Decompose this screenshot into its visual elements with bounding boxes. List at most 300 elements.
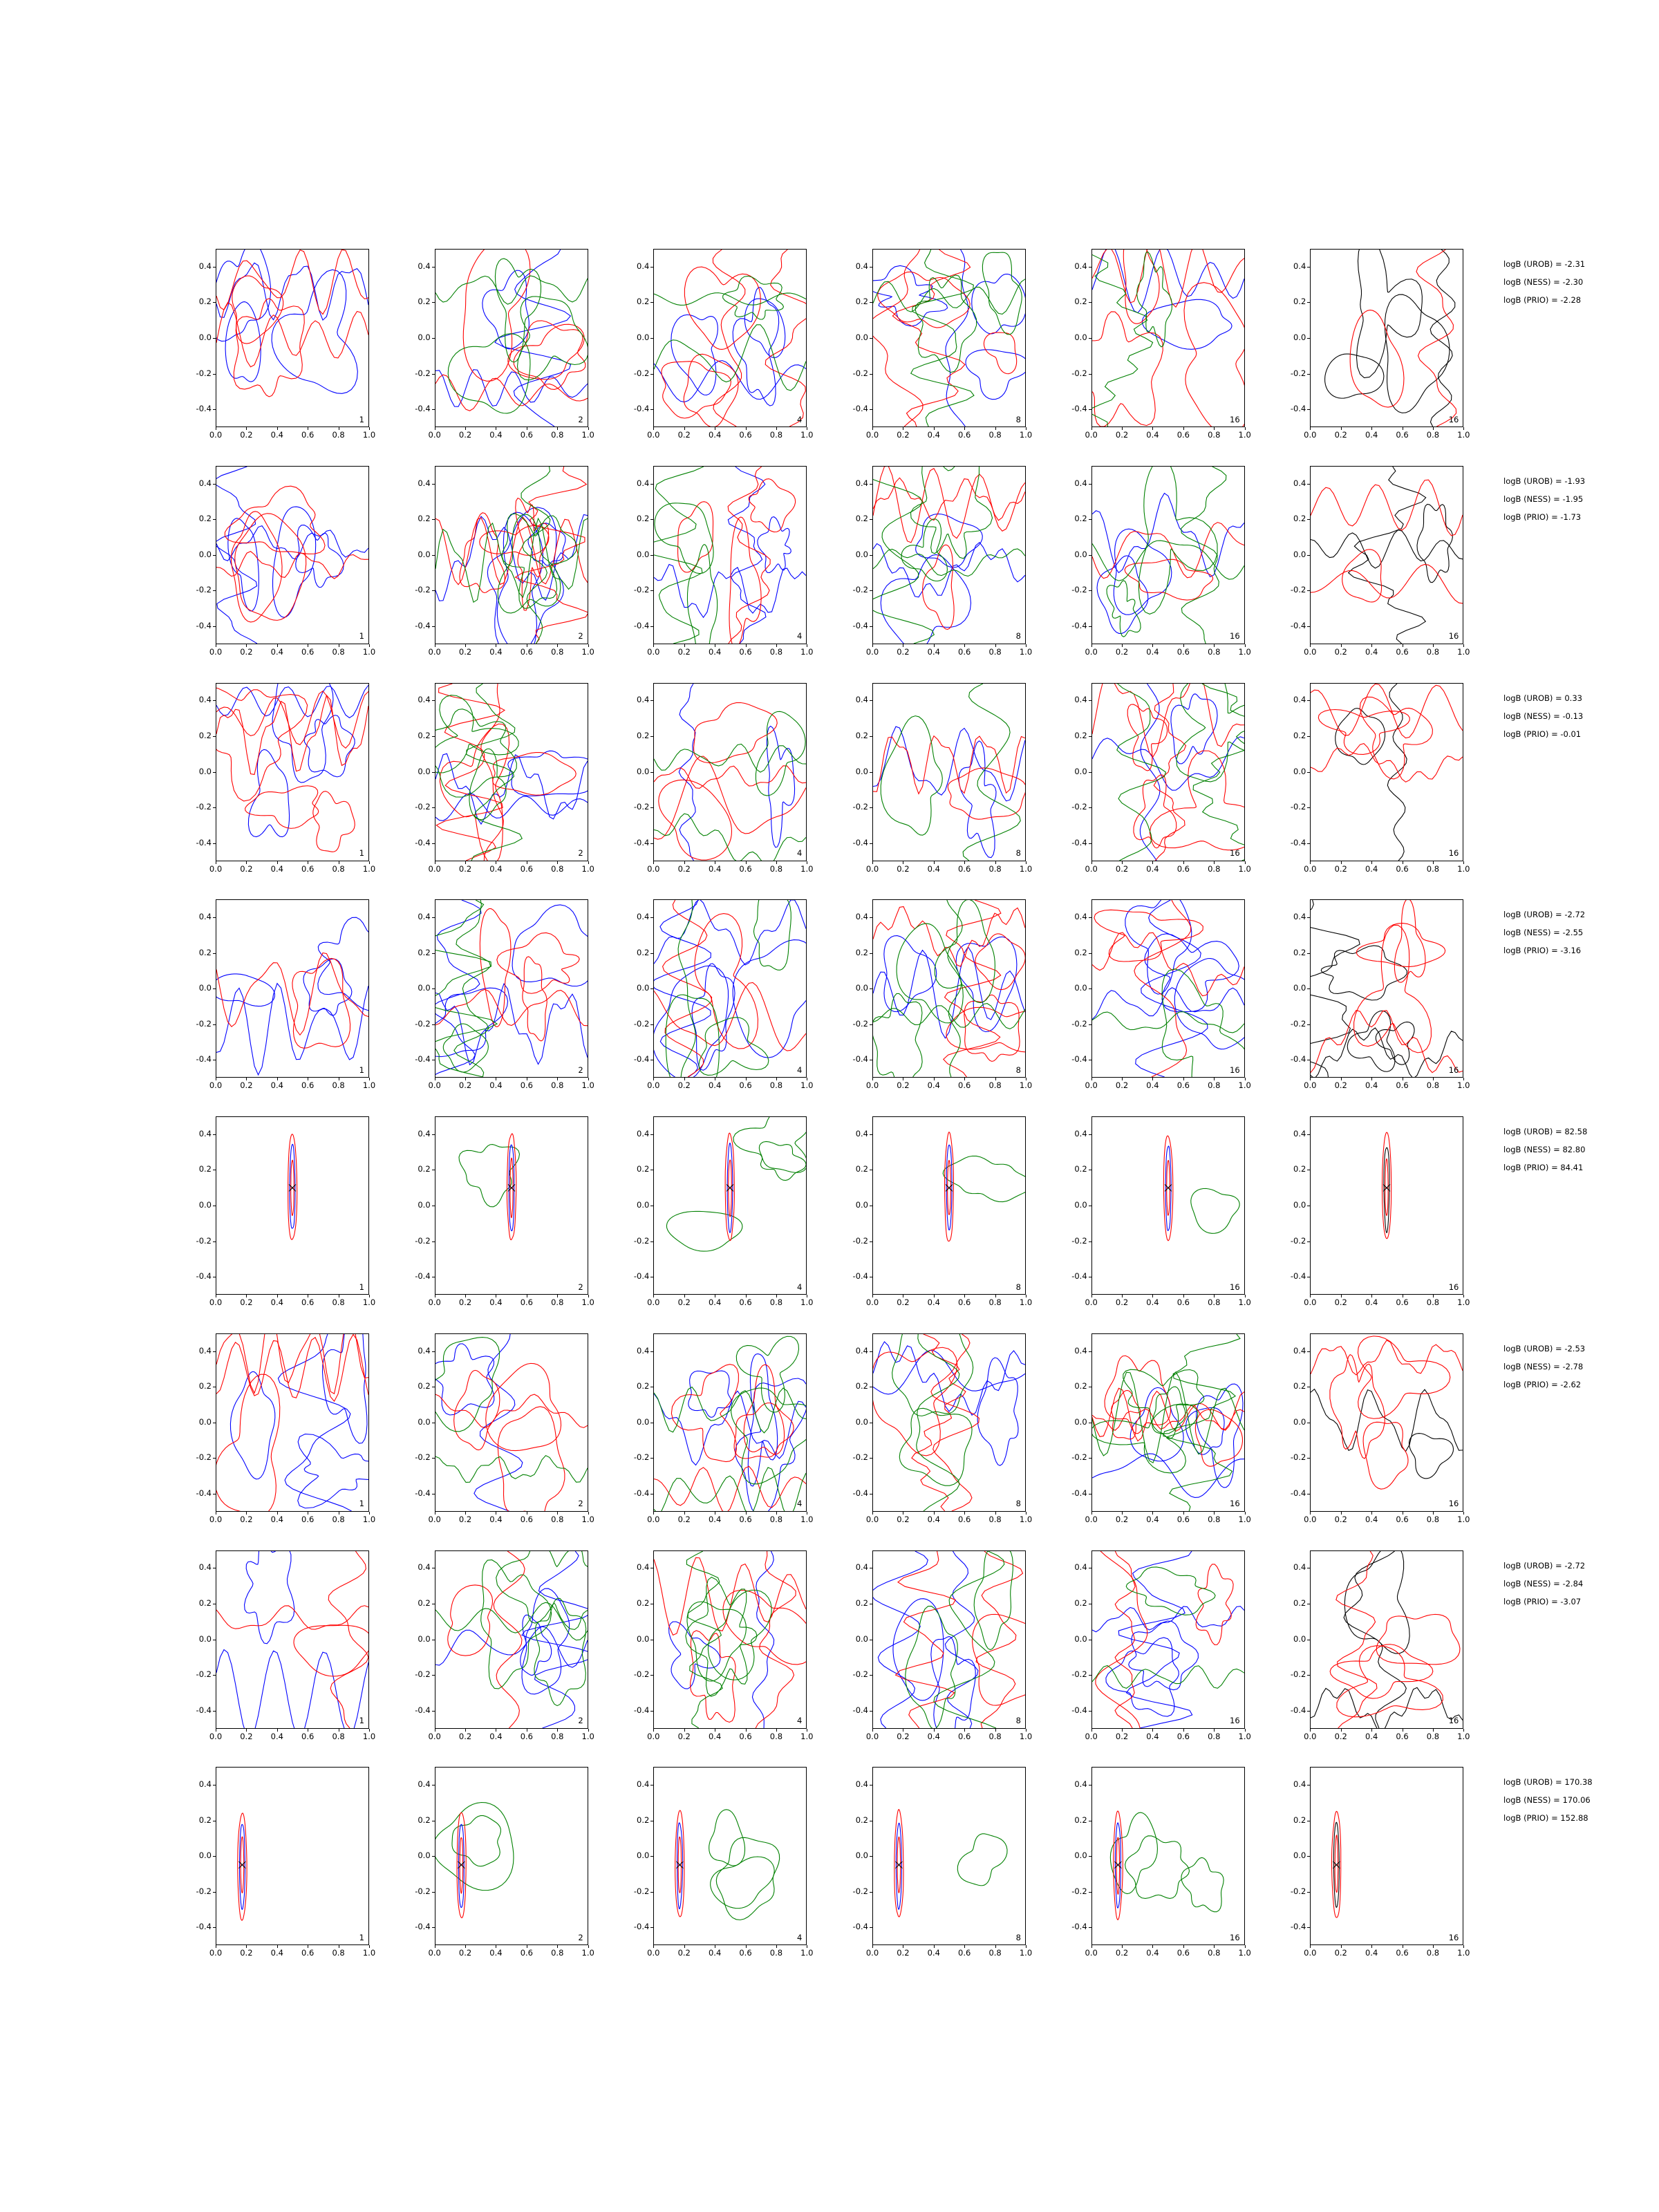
x-tick-label: 0.6 (1177, 1948, 1190, 1958)
contour-plot-area (653, 1550, 807, 1729)
y-tick-label: 0.2 (637, 730, 650, 740)
x-tick-mark (1183, 1295, 1184, 1297)
y-tick-label: 0.2 (418, 1381, 431, 1391)
contour-plot-area (216, 249, 369, 427)
y-tick-label: -0.2 (1071, 1018, 1087, 1029)
x-tick-mark (995, 861, 996, 864)
x-tick-label: 0.2 (458, 430, 472, 440)
panel-number-label: 2 (578, 848, 583, 858)
y-tick-label: -0.2 (415, 802, 431, 812)
y-tick-label: 0.4 (855, 478, 868, 488)
x-tick-mark (1122, 1729, 1123, 1732)
x-tick-mark (684, 1512, 685, 1515)
x-tick-mark (964, 1945, 965, 1948)
x-tick-mark (557, 1945, 558, 1948)
panel-number-label: 16 (1448, 1499, 1459, 1509)
x-tick-label: 0.8 (551, 863, 564, 874)
y-tick-label: -0.4 (1290, 1705, 1306, 1715)
x-tick-mark (653, 427, 654, 430)
subplot-r6-c5[interactable] (1062, 1327, 1250, 1544)
x-tick-mark (1122, 1078, 1123, 1080)
x-tick-mark (369, 644, 370, 647)
subplot-r4-c5[interactable] (1062, 892, 1250, 1109)
x-tick-mark (934, 427, 935, 430)
y-tick-label: -0.2 (415, 1886, 431, 1896)
x-tick-label: 1.0 (581, 1080, 594, 1091)
x-tick-mark (1026, 427, 1027, 430)
x-tick-label: 1.0 (362, 1731, 376, 1741)
y-tick-label: 0.4 (637, 1128, 650, 1138)
y-tick-label: -0.2 (852, 1452, 868, 1463)
x-tick-label: 0.6 (520, 646, 533, 657)
x-tick-mark (246, 1512, 247, 1515)
y-tick-label: -0.4 (1290, 1271, 1306, 1282)
x-tick-label: 0.2 (677, 430, 691, 440)
contour-plot-area (653, 683, 807, 861)
x-tick-label: 0.6 (1396, 1731, 1409, 1741)
subplot-r6-c4[interactable] (843, 1327, 1031, 1544)
x-tick-mark (1026, 861, 1027, 864)
y-tick-label: 0.2 (198, 1815, 212, 1825)
x-tick-mark (776, 1729, 777, 1732)
x-tick-label: 0.2 (458, 1948, 472, 1958)
y-tick-label: 0.4 (198, 478, 212, 488)
x-tick-mark (1183, 1078, 1184, 1080)
panel-number-label: 2 (578, 414, 583, 424)
subplot-r5-c4[interactable] (843, 1109, 1031, 1327)
x-tick-label: 1.0 (362, 1948, 376, 1958)
y-tick-label: -0.4 (633, 620, 650, 630)
x-tick-label: 0.0 (209, 1731, 223, 1741)
subplot-r4-c2[interactable] (406, 892, 594, 1109)
y-tick-label: 0.4 (198, 1128, 212, 1138)
x-tick-mark (1245, 861, 1246, 864)
contour-plot-area (653, 899, 807, 1078)
y-tick-label: 0.4 (1293, 478, 1306, 488)
x-tick-label: 0.2 (677, 1514, 691, 1524)
panel-number-label: 16 (1230, 1716, 1240, 1725)
subplot-r7-c2[interactable] (406, 1544, 594, 1761)
x-tick-mark (872, 427, 873, 430)
y-tick-label: -0.2 (1290, 1018, 1306, 1029)
x-tick-label: 0.6 (1396, 1080, 1409, 1091)
x-tick-label: 0.4 (927, 1080, 940, 1091)
x-tick-mark (1341, 1512, 1342, 1515)
y-tick-label: -0.2 (633, 1669, 650, 1680)
x-tick-label: 0.6 (1396, 1514, 1409, 1524)
x-tick-label: 0.4 (927, 1297, 940, 1307)
x-tick-label: 0.8 (1426, 1948, 1440, 1958)
x-tick-label: 0.6 (1177, 1514, 1190, 1524)
y-tick-label: 0.2 (198, 730, 212, 740)
x-tick-label: 0.4 (927, 1948, 940, 1958)
contour-plot-area (872, 249, 1026, 427)
x-tick-label: 0.8 (988, 1514, 1002, 1524)
contour-plot-area (1310, 1116, 1463, 1295)
y-tick-label: -0.2 (633, 1886, 650, 1896)
subplot-r4-c4[interactable] (843, 892, 1031, 1109)
y-tick-label: 0.4 (855, 912, 868, 922)
y-tick-label: 0.4 (637, 1562, 650, 1573)
x-tick-mark (1152, 1512, 1153, 1515)
subplot-r3-c3[interactable] (624, 676, 812, 893)
x-tick-mark (1026, 1295, 1027, 1297)
x-tick-mark (557, 861, 558, 864)
panel-number-label: 16 (1448, 1282, 1459, 1292)
x-tick-label: 0.2 (240, 646, 253, 657)
x-tick-label: 0.6 (958, 430, 971, 440)
y-tick-label: 0.4 (855, 1779, 868, 1790)
subplot-r5-c6[interactable] (1281, 1109, 1469, 1327)
y-tick-label: 0.2 (855, 1164, 868, 1174)
x-tick-label: 0.6 (1396, 646, 1409, 657)
subplot-r2-c1[interactable] (187, 459, 375, 676)
x-tick-mark (684, 1945, 685, 1948)
subplot-r3-c4[interactable] (843, 676, 1031, 893)
y-tick-label: -0.2 (415, 1452, 431, 1463)
subplot-r4-c6[interactable] (1281, 892, 1469, 1109)
y-tick-label: -0.4 (1071, 1705, 1087, 1715)
x-tick-label: 0.0 (1304, 1297, 1317, 1307)
x-tick-label: 0.8 (769, 646, 783, 657)
subplot-r1-c3[interactable] (624, 242, 812, 459)
x-tick-label: 1.0 (581, 1731, 594, 1741)
x-tick-mark (246, 861, 247, 864)
contour-plot-area (216, 1333, 369, 1512)
x-tick-mark (1433, 1078, 1434, 1080)
x-tick-label: 1.0 (362, 646, 376, 657)
x-tick-mark (746, 1945, 747, 1948)
y-tick-label: 0.4 (198, 912, 212, 922)
x-tick-mark (1091, 1945, 1092, 1948)
x-tick-mark (995, 644, 996, 647)
subplot-r3-c5[interactable] (1062, 676, 1250, 893)
subplot-r1-c6[interactable] (1281, 242, 1469, 459)
y-tick-label: 0.2 (1293, 1597, 1306, 1608)
subplot-r5-c3[interactable] (624, 1109, 812, 1327)
y-tick-label: 0.2 (1074, 1164, 1087, 1174)
x-tick-label: 0.0 (1304, 1080, 1317, 1091)
x-tick-label: 0.0 (865, 1731, 879, 1741)
x-tick-label: 0.6 (739, 1731, 752, 1741)
x-tick-mark (776, 1295, 777, 1297)
y-tick-label: 0.2 (198, 947, 212, 957)
panel-number-label: 4 (797, 1065, 803, 1075)
subplot-r1-c5[interactable] (1062, 242, 1250, 459)
x-tick-mark (746, 1512, 747, 1515)
x-tick-mark (1026, 644, 1027, 647)
y-tick-label: -0.2 (196, 1018, 212, 1029)
x-tick-mark (1245, 644, 1246, 647)
x-tick-label: 0.2 (458, 1297, 472, 1307)
panel-number-label: 16 (1230, 1065, 1240, 1075)
y-tick-label: 0.0 (1293, 1416, 1306, 1427)
x-tick-label: 0.8 (769, 1514, 783, 1524)
subplot-r7-c4[interactable] (843, 1544, 1031, 1761)
y-tick-label: 0.0 (1074, 766, 1087, 776)
y-tick-label: 0.0 (855, 549, 868, 559)
y-tick-label: -0.4 (852, 1271, 868, 1282)
subplot-r2-c5[interactable] (1062, 459, 1250, 676)
x-tick-label: 0.6 (301, 863, 315, 874)
contour-plot-area (653, 466, 807, 644)
x-tick-mark (1371, 1945, 1372, 1948)
subplot-r2-c2[interactable] (406, 459, 594, 676)
x-tick-mark (1341, 1945, 1342, 1948)
panel-number-label: 8 (1015, 1716, 1021, 1725)
x-tick-label: 0.2 (677, 1731, 691, 1741)
y-tick-label: -0.4 (415, 1054, 431, 1065)
x-tick-label: 0.0 (1085, 1297, 1098, 1307)
y-tick-label: 0.4 (855, 261, 868, 271)
subplot-r8-c3[interactable] (624, 1760, 812, 1977)
x-tick-label: 0.0 (865, 1297, 879, 1307)
y-tick-label: 0.2 (637, 297, 650, 307)
y-tick-label: -0.2 (1071, 368, 1087, 378)
y-tick-label: 0.4 (418, 1128, 431, 1138)
subplot-r5-c1[interactable] (187, 1109, 375, 1327)
y-tick-label: 0.4 (637, 1345, 650, 1356)
y-tick-label: -0.4 (1290, 1054, 1306, 1065)
x-tick-label: 0.0 (209, 646, 223, 657)
x-tick-label: 0.4 (489, 646, 503, 657)
x-tick-label: 1.0 (581, 1948, 594, 1958)
x-tick-mark (1245, 1729, 1246, 1732)
subplot-r6-c6[interactable] (1281, 1327, 1469, 1544)
subplot-r2-c6[interactable] (1281, 459, 1469, 676)
panel-number-label: 1 (359, 1282, 364, 1292)
x-tick-mark (964, 1729, 965, 1732)
x-tick-mark (776, 1078, 777, 1080)
x-tick-label: 0.4 (489, 1297, 503, 1307)
x-tick-label: 1.0 (1019, 430, 1033, 440)
y-tick-label: -0.2 (415, 585, 431, 595)
x-tick-label: 1.0 (1019, 1948, 1033, 1958)
subplot-r5-c5[interactable] (1062, 1109, 1250, 1327)
y-tick-label: 0.4 (198, 261, 212, 271)
x-tick-label: 0.6 (301, 1297, 315, 1307)
x-tick-mark (1214, 861, 1215, 864)
x-tick-label: 0.4 (270, 1297, 283, 1307)
x-tick-mark (1245, 1945, 1246, 1948)
x-tick-mark (1122, 1295, 1123, 1297)
y-tick-label: 0.0 (1074, 983, 1087, 993)
subplot-r3-c6[interactable] (1281, 676, 1469, 893)
y-tick-label: 0.4 (418, 695, 431, 705)
x-tick-label: 0.8 (1208, 646, 1221, 657)
y-tick-label: 0.4 (637, 1779, 650, 1790)
x-tick-label: 0.4 (927, 1731, 940, 1741)
x-tick-mark (684, 1729, 685, 1732)
y-tick-label: -0.4 (852, 404, 868, 414)
contour-plot-area (653, 249, 807, 427)
y-tick-label: 0.2 (198, 1381, 212, 1391)
y-tick-label: 0.4 (1293, 261, 1306, 271)
contour-plot-area (653, 1116, 807, 1295)
logb-urob-label: logB (UROB) = -2.72 (1503, 910, 1586, 920)
x-tick-mark (934, 861, 935, 864)
logb-ness-label: logB (NESS) = 170.06 (1503, 1795, 1591, 1806)
y-tick-label: -0.2 (196, 1886, 212, 1896)
y-tick-label: 0.0 (418, 332, 431, 342)
subplot-r8-c5[interactable] (1062, 1760, 1250, 1977)
x-tick-label: 0.8 (769, 430, 783, 440)
x-tick-label: 0.8 (988, 1948, 1002, 1958)
x-tick-mark (964, 861, 965, 864)
x-tick-label: 0.0 (1304, 646, 1317, 657)
x-tick-label: 0.0 (428, 1080, 441, 1091)
x-tick-mark (746, 861, 747, 864)
subplot-r8-c1[interactable] (187, 1760, 375, 1977)
x-tick-label: 0.8 (1426, 430, 1440, 440)
y-tick-label: 0.2 (637, 514, 650, 524)
subplot-r8-c6[interactable] (1281, 1760, 1469, 1977)
y-tick-label: 0.0 (855, 1633, 868, 1644)
x-tick-label: 0.4 (1365, 646, 1378, 657)
subplot-r7-c5[interactable] (1062, 1544, 1250, 1761)
y-tick-label: 0.0 (637, 549, 650, 559)
x-tick-label: 1.0 (1019, 646, 1033, 657)
subplot-r7-c1[interactable] (187, 1544, 375, 1761)
x-tick-mark (369, 1295, 370, 1297)
panel-number-label: 2 (578, 1065, 583, 1075)
x-tick-label: 0.0 (647, 1080, 660, 1091)
y-tick-label: 0.0 (855, 1200, 868, 1210)
x-tick-mark (557, 1512, 558, 1515)
x-tick-label: 1.0 (581, 430, 594, 440)
x-tick-label: 0.8 (551, 1948, 564, 1958)
x-tick-label: 0.0 (1085, 430, 1098, 440)
logb-urob-label: logB (UROB) = 0.33 (1503, 693, 1582, 703)
x-tick-label: 1.0 (1457, 1514, 1470, 1524)
y-tick-label: -0.4 (633, 1705, 650, 1715)
x-tick-mark (1026, 1729, 1027, 1732)
subplot-r1-c1[interactable] (187, 242, 375, 459)
x-tick-mark (934, 1945, 935, 1948)
subplot-r6-c3[interactable] (624, 1327, 812, 1544)
y-tick-label: -0.4 (415, 837, 431, 847)
x-tick-label: 0.4 (1365, 1297, 1378, 1307)
subplot-r1-c4[interactable] (843, 242, 1031, 459)
x-tick-mark (995, 1729, 996, 1732)
subplot-r8-c2[interactable] (406, 1760, 594, 1977)
x-tick-label: 0.8 (551, 430, 564, 440)
y-tick-label: -0.4 (1071, 404, 1087, 414)
x-tick-mark (1245, 1295, 1246, 1297)
x-tick-label: 0.4 (1365, 863, 1378, 874)
y-tick-label: 0.2 (418, 297, 431, 307)
x-tick-label: 0.6 (1177, 430, 1190, 440)
x-tick-label: 0.6 (301, 430, 315, 440)
subplot-r6-c2[interactable] (406, 1327, 594, 1544)
x-tick-mark (1310, 1295, 1311, 1297)
contour-plot-area (872, 1116, 1026, 1295)
x-tick-mark (246, 644, 247, 647)
y-tick-label: 0.0 (418, 1850, 431, 1861)
subplot-r4-c3[interactable] (624, 892, 812, 1109)
x-tick-mark (653, 1512, 654, 1515)
x-tick-label: 0.2 (1334, 646, 1347, 657)
x-tick-label: 0.8 (332, 1948, 345, 1958)
contour-plot-area (435, 1767, 588, 1945)
x-tick-label: 0.4 (270, 1514, 283, 1524)
x-tick-mark (1245, 1078, 1246, 1080)
x-tick-label: 1.0 (362, 1080, 376, 1091)
x-tick-label: 0.8 (1208, 430, 1221, 440)
subplot-r1-c2[interactable] (406, 242, 594, 459)
y-tick-label: 0.0 (1074, 1633, 1087, 1644)
x-tick-label: 0.0 (428, 430, 441, 440)
x-tick-label: 0.2 (897, 646, 910, 657)
contour-plot-area (1091, 249, 1245, 427)
panel-number-label: 2 (578, 1932, 583, 1942)
subplot-r8-c4[interactable] (843, 1760, 1031, 1977)
y-tick-label: 0.4 (418, 261, 431, 271)
y-tick-label: -0.2 (1071, 802, 1087, 812)
x-tick-label: 1.0 (581, 646, 594, 657)
y-tick-label: 0.2 (198, 1164, 212, 1174)
subplot-r3-c2[interactable] (406, 676, 594, 893)
y-tick-label: 0.0 (1293, 1633, 1306, 1644)
x-tick-mark (653, 1295, 654, 1297)
x-tick-label: 1.0 (581, 863, 594, 874)
y-tick-label: -0.4 (852, 1922, 868, 1932)
subplot-r5-c2[interactable] (406, 1109, 594, 1327)
y-tick-label: 0.2 (1293, 1381, 1306, 1391)
x-tick-mark (1463, 1295, 1464, 1297)
y-tick-label: -0.2 (1290, 585, 1306, 595)
x-tick-label: 0.6 (958, 1731, 971, 1741)
y-tick-label: 0.2 (637, 947, 650, 957)
subplot-r2-c4[interactable] (843, 459, 1031, 676)
y-tick-label: 0.4 (1074, 478, 1087, 488)
x-tick-mark (1341, 1295, 1342, 1297)
y-tick-label: 0.0 (1293, 983, 1306, 993)
x-tick-label: 0.2 (240, 1080, 253, 1091)
y-tick-label: -0.2 (1290, 368, 1306, 378)
contour-plot-area (653, 1333, 807, 1512)
x-tick-label: 0.0 (209, 863, 223, 874)
x-tick-label: 0.6 (1177, 1731, 1190, 1741)
x-tick-label: 0.2 (677, 1297, 691, 1307)
logb-ness-label: logB (NESS) = -1.95 (1503, 494, 1584, 504)
subplot-r7-c3[interactable] (624, 1544, 812, 1761)
panel-number-label: 1 (359, 414, 364, 424)
subplot-r4-c1[interactable] (187, 892, 375, 1109)
logb-ness-label: logB (NESS) = -2.30 (1503, 277, 1584, 287)
subplot-r6-c1[interactable] (187, 1327, 375, 1544)
x-tick-label: 0.8 (988, 1731, 1002, 1741)
x-tick-mark (588, 427, 589, 430)
y-tick-label: 0.0 (855, 766, 868, 776)
y-tick-label: -0.2 (852, 1018, 868, 1029)
x-tick-mark (1463, 1945, 1464, 1948)
y-tick-label: 0.0 (198, 1416, 212, 1427)
y-tick-label: 0.2 (418, 514, 431, 524)
y-tick-label: -0.4 (1290, 1922, 1306, 1932)
x-tick-label: 0.4 (1365, 430, 1378, 440)
y-tick-label: 0.4 (418, 478, 431, 488)
x-tick-label: 1.0 (1238, 1514, 1251, 1524)
subplot-r3-c1[interactable] (187, 676, 375, 893)
x-tick-mark (1310, 1512, 1311, 1515)
y-tick-label: 0.4 (418, 912, 431, 922)
x-tick-mark (1214, 1945, 1215, 1948)
subplot-r7-c6[interactable] (1281, 1544, 1469, 1761)
subplot-r2-c3[interactable] (624, 459, 812, 676)
y-tick-label: -0.2 (852, 368, 868, 378)
y-tick-label: -0.4 (415, 1488, 431, 1498)
